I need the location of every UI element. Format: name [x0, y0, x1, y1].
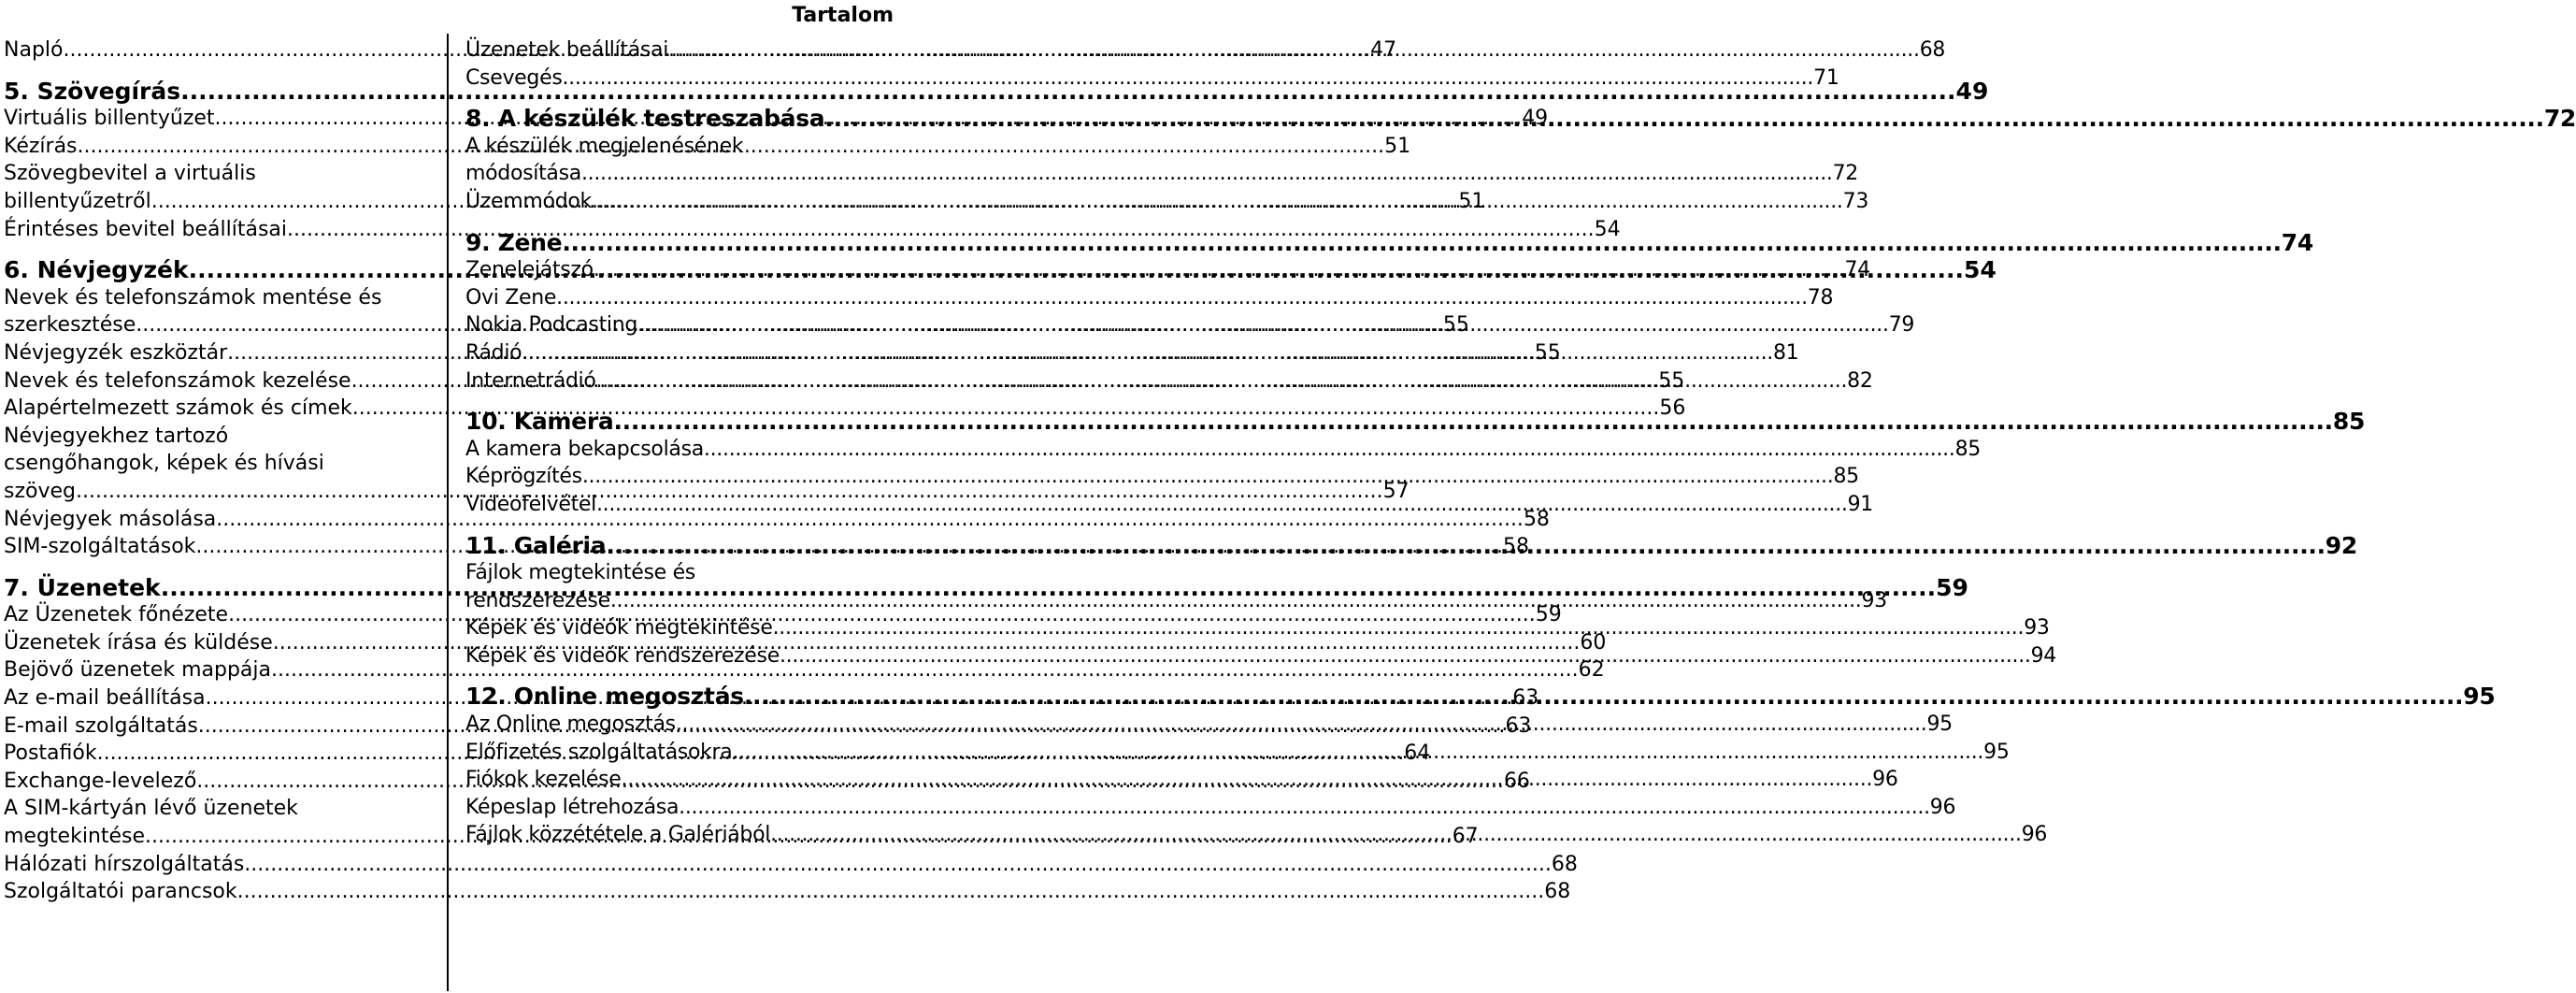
toc-page-number: 67 — [1452, 825, 1479, 849]
toc-dot-leader — [613, 408, 2332, 436]
toc-entry-text-line — [465, 133, 892, 161]
toc-dot-leader — [610, 587, 1862, 615]
toc-page-number: 71 — [1813, 65, 1839, 90]
toc-page-number: 62 — [1578, 658, 1605, 683]
toc-entry-title: Nevek és telefonszámok kezelése — [4, 368, 351, 393]
toc-page-number: 79 — [1888, 313, 1915, 338]
toc-page-number: 51 — [1458, 189, 1485, 213]
section-gap — [4, 243, 432, 256]
toc-entry-title: Szolgáltatói parancsok — [4, 880, 237, 904]
toc-dot-leader — [704, 436, 1955, 464]
toc-page-number: 85 — [1833, 465, 1859, 489]
toc-entry-title: Fájlok megtekintése és — [465, 561, 695, 585]
toc-entry-title: Képek és videók rendszerezése — [465, 643, 780, 668]
toc-entry-title: Képeslap létrehozása — [465, 795, 680, 819]
toc-page-number: 58 — [1523, 507, 1550, 531]
toc-page-number: 55 — [1442, 313, 1469, 338]
toc-page-number: 56 — [1659, 396, 1686, 421]
toc-entry-text-line — [465, 559, 892, 587]
toc-page-number: 63 — [1512, 686, 1539, 711]
section-header: Tartalom — [792, 4, 894, 27]
toc-dot-leader — [668, 36, 1920, 65]
toc-entry-text-line — [4, 423, 432, 451]
toc-page-number: 93 — [1861, 588, 1887, 612]
toc-entry-title: 5. Szövegírás — [4, 77, 181, 105]
toc-dot-leader — [676, 711, 1927, 739]
toc-page-number: 96 — [1929, 795, 1956, 819]
toc-entry-title: Fájlok közzététele a Galériából — [465, 823, 771, 847]
toc-page-number: 60 — [1580, 630, 1607, 655]
toc-page-number: 96 — [1872, 768, 1898, 792]
toc-entry-title: Kézírás — [4, 134, 78, 158]
toc-entry-title: módosítása — [465, 162, 581, 186]
toc-entry-title: Fiókok kezelése — [465, 768, 622, 792]
toc-entry[interactable] — [465, 160, 1858, 188]
toc-entry-title: SIM-szolgáltatások — [4, 535, 196, 559]
toc-dot-leader — [770, 821, 2022, 849]
toc-entry-title: Az e-mail beállítása — [4, 686, 206, 711]
toc-entry-text-line — [4, 284, 432, 312]
toc-dot-leader — [596, 367, 1848, 396]
toc-page-number: 91 — [1847, 492, 1874, 516]
section-gap — [4, 561, 432, 574]
toc-page-number: 78 — [1807, 285, 1834, 309]
toc-dot-leader — [780, 642, 2031, 670]
section-gap — [465, 216, 892, 229]
toc-entry-title: Postafiók — [4, 741, 97, 766]
toc-page-number: 72 — [1832, 162, 1858, 186]
toc-page-number: 51 — [1384, 134, 1411, 158]
toc-entry-title: 10. Kamera — [465, 408, 614, 436]
toc-entry-title: A kamera bekapcsolása — [465, 437, 704, 461]
toc-entry-title: Előfizetés szolgáltatásokra — [465, 740, 733, 764]
toc-entry[interactable] — [465, 65, 1839, 93]
toc-page-number: 66 — [1503, 769, 1530, 793]
toc-entry-title: Zenelejátszó — [465, 258, 594, 282]
toc-entry-text-line — [4, 160, 432, 188]
toc-dot-leader — [744, 683, 2463, 711]
toc-page-number: 95 — [2463, 683, 2496, 711]
toc-entry-title: Névjegyek másolása — [4, 507, 217, 531]
toc-dot-leader — [637, 311, 1889, 339]
toc-page-number: 96 — [2021, 823, 2048, 847]
section-gap — [465, 92, 892, 105]
toc-page-number: 49 — [1955, 77, 1989, 105]
toc-page-number: 72 — [2543, 105, 2576, 133]
toc-page-number: 94 — [2030, 643, 2056, 668]
toc-dot-leader — [592, 188, 1843, 216]
toc-entry-title: Üzemmódok — [465, 189, 592, 213]
toc-entry-title: Bejövő üzenetek mappája — [4, 658, 271, 683]
toc-entry-title: rendszerezése — [465, 588, 610, 612]
toc-entry-title: Névjegyekhez tartozó — [4, 424, 229, 448]
toc-entry-title: Képrögzítés — [465, 465, 582, 489]
toc-dot-leader — [244, 851, 1552, 879]
toc-page-number: 68 — [1544, 880, 1571, 904]
toc-entry[interactable] — [465, 256, 1870, 284]
toc-page-number: 54 — [1594, 217, 1621, 241]
toc-entry-title: 6. Névjegyzék — [4, 256, 189, 284]
toc-entry-title: Exchange-levelező — [4, 769, 197, 793]
toc-dot-leader — [562, 229, 2281, 257]
toc-page-number: 82 — [1847, 368, 1873, 393]
toc-dot-leader — [606, 532, 2325, 560]
toc-dot-leader — [582, 463, 1834, 491]
toc-entry-title: Hálózati hírszolgáltatás — [4, 852, 245, 876]
toc-entry-title: 11. Galéria — [465, 531, 607, 559]
toc-entry-title: E-mail szolgáltatás — [4, 713, 198, 738]
toc-page-number: 55 — [1534, 340, 1561, 365]
toc-entry[interactable] — [465, 284, 1834, 312]
toc-page-number: 92 — [2325, 531, 2357, 559]
toc-page-number: 54 — [1964, 256, 1996, 284]
toc-page-number: 58 — [1503, 535, 1530, 559]
toc-page-number: 59 — [1936, 573, 1968, 601]
toc-entry-title: 7. Üzenetek — [4, 573, 161, 601]
toc-dot-leader — [732, 739, 1983, 767]
toc-entry-title: 8. A készülék testreszabása — [465, 105, 825, 133]
toc-entry[interactable] — [4, 878, 1571, 906]
toc-entry-title: Érintéses bevitel beállításai — [4, 217, 287, 241]
toc-entry-title: Alapértelmezett számok és címek — [4, 396, 352, 421]
toc-entry-title: Ovi Zene — [465, 285, 557, 309]
toc-page-number: 93 — [2024, 616, 2050, 640]
toc-page-number: 74 — [1844, 258, 1870, 282]
toc-dot-leader — [562, 65, 1813, 93]
toc-entry-title: A SIM-kártyán lévő üzenetek — [4, 797, 298, 821]
toc-page-number: 49 — [1522, 107, 1549, 131]
toc-dot-leader — [679, 794, 1930, 822]
toc-page-number: 73 — [1842, 189, 1869, 213]
toc-page-number: 68 — [1551, 852, 1578, 876]
section-gap — [465, 519, 892, 532]
toc-entry-title: Rádió — [465, 340, 522, 365]
toc-page-number: 63 — [1505, 713, 1532, 738]
toc-dot-leader — [824, 105, 2543, 133]
toc-page-number: 95 — [1926, 712, 1953, 737]
toc-entry-title: megtekintése — [4, 825, 146, 849]
toc-entry[interactable] — [4, 506, 1550, 534]
toc-page-number: 55 — [1658, 368, 1685, 393]
toc-entry-text-line — [4, 450, 432, 478]
toc-entry[interactable] — [465, 436, 1981, 464]
toc-page-number: 64 — [1404, 741, 1431, 766]
toc-entry-title: Nokia Podcasting — [465, 313, 638, 338]
toc-entry-title: Internetrádió — [465, 368, 596, 393]
toc-entry-title: 12. Online megosztás — [465, 683, 744, 711]
toc-entry-title: Üzenetek írása és küldése — [4, 630, 273, 655]
toc-entry-title: Virtuális billentyűzet — [4, 107, 215, 131]
toc-entry[interactable] — [4, 656, 1605, 684]
toc-dot-leader — [773, 614, 2025, 642]
toc-entry-title: Napló — [4, 38, 64, 62]
toc-entry-title: Csevegés — [465, 65, 563, 90]
toc-dot-leader — [522, 339, 1773, 367]
toc-entry-title: billentyűzetről — [4, 189, 151, 213]
toc-entry-title: A készülék megjelenésének — [465, 134, 744, 158]
toc-page-number: 85 — [2332, 408, 2366, 436]
toc-entry-title: Névjegyzék eszköztár — [4, 340, 228, 365]
toc-entry-title: Üzenetek beállításai — [465, 38, 669, 62]
toc-page-number: 59 — [1535, 603, 1562, 627]
toc-page-number: 74 — [2281, 228, 2313, 256]
toc-dot-leader — [581, 160, 1833, 188]
toc-entry-title: Az Online megosztás — [465, 712, 676, 737]
toc-entry-title: Az Üzenetek főnézete — [4, 603, 229, 627]
toc-page-number: 85 — [1954, 437, 1981, 461]
toc-entry-text-line — [4, 795, 432, 823]
toc-entry-title: Szövegbevitel a virtuális — [4, 162, 256, 186]
toc-dot-leader — [556, 284, 1808, 312]
toc-page-number: 57 — [1382, 479, 1410, 503]
toc-dot-leader — [594, 256, 1845, 284]
section-gap — [4, 65, 432, 78]
toc-page-number: 81 — [1772, 340, 1799, 365]
toc-dot-leader — [622, 766, 1873, 794]
toc-entry-title: csengőhangok, képek és hívási — [4, 452, 324, 476]
section-gap — [465, 669, 892, 683]
toc-page-number: 47 — [1370, 38, 1397, 62]
toc-entry[interactable] — [465, 794, 1956, 822]
toc-entry-title: 9. Zene — [465, 228, 563, 256]
toc-entry[interactable] — [4, 851, 1578, 879]
toc-page-number: 68 — [1919, 38, 1946, 62]
toc-entry-title: szerkesztése — [4, 313, 136, 338]
toc-entry-title: szöveg — [4, 479, 76, 503]
toc-page-number: 95 — [1983, 740, 2010, 764]
toc-entry-title: Nevek és telefonszámok mentése és — [4, 285, 382, 309]
toc-entry-title: Képek és videók megtekintése — [465, 616, 773, 640]
section-gap — [465, 395, 892, 408]
toc-entry-title: Videofelvétel — [465, 492, 596, 516]
toc-dot-leader — [596, 491, 1848, 519]
